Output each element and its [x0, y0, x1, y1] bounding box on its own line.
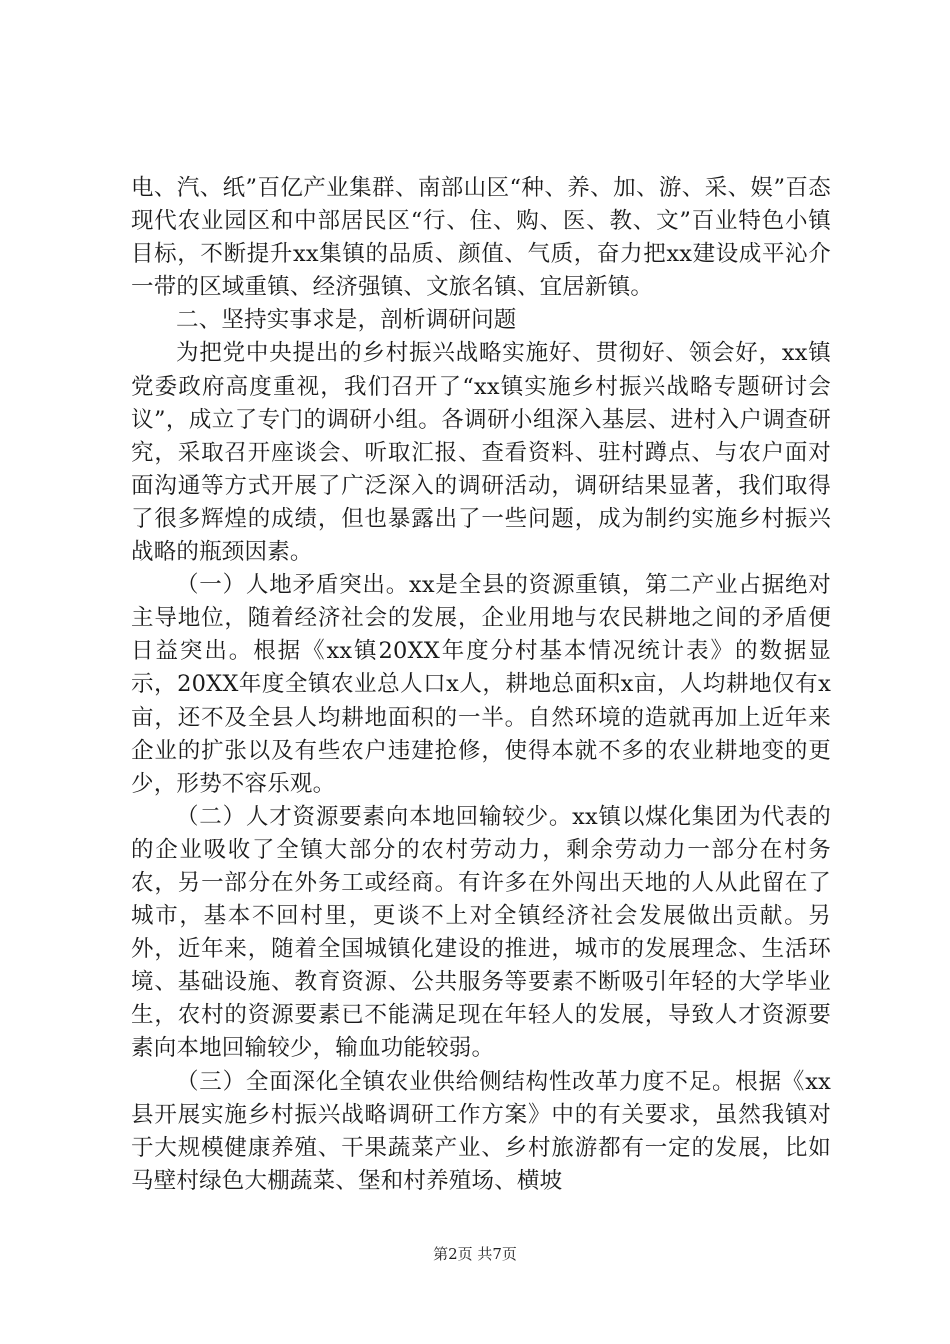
paragraph-issue-2: （二）人才资源要素向本地回输较少。xx镇以煤化集团为代表的的企业吸收了全镇大部分的农村劳动力，剩余劳动力一部分在村务农，另一部分在外务工或经商。有许多在外闯出天地的人从此留在了城市，基本不回村里，更谈不上对全镇经济社会发展做出贡献。另外，近年来，随着全国城镇化建设的推进，城市的发展理念、生活环境、基础设施、教育资源、公共服务等要素不断吸引年轻的大学毕业生，农村的资源要素已不能满足现在年轻人的发展，导致人才资源要素向本地回输较少，输血功能较弱。 [131, 803, 831, 1062]
page-footer: 第2页 共7页 [433, 1245, 517, 1263]
document-body [131, 172, 831, 1198]
paragraph-issue-1: （一）人地矛盾突出。xx是全县的资源重镇，第二产业占据绝对主导地位，随着经济社会的发展，企业用地与农民耕地之间的矛盾便日益突出。根据《xx镇20XX年度分村基本情况统计表》的数据显示，20XX年度全镇农业总人口x人，耕地总面积x亩，人均耕地仅有x亩，还不及全县人均耕地面积的一半。自然环境的造就再加上近年来企业的扩张以及有些农户违建抢修，使得本就不多的农业耕地变的更少，形势不容乐观。 [131, 572, 831, 797]
paragraph-issue-3: （三）全面深化全镇农业供给侧结构性改革力度不足。根据《xx县开展实施乡村振兴战略调研工作方案》中的有关要求，虽然我镇对于大规模健康养殖、干果蔬菜产业、乡村旅游都有一定的发展，比如马壁村绿色大棚蔬菜、堡和村养殖场、横坡 [131, 1068, 831, 1194]
paragraph-research-intro: 为把党中央提出的乡村振兴战略实施好、贯彻好、领会好，xx镇党委政府高度重视，我们召开了“xx镇实施乡村振兴战略专题研讨会议”，成立了专门的调研小组。各调研小组深入基层、进村入户调查研究，采取召开座谈会、听取汇报、查看资料、驻村蹲点、与农户面对面沟通等方式开展了广泛深入的调研活动，调研结果显著，我们取得了很多辉煌的成绩，但也暴露出了一些问题，成为制约实施乡村振兴战略的瓶颈因素。 [131, 340, 831, 566]
section-heading: 二、坚持实事求是，剖析调研问题 [176, 307, 517, 334]
paragraph-continuation: 电、汽、纸”百亿产业集群、南部山区“种、养、加、游、采、娱”百态现代农业园区和中部居民区“行、住、购、医、教、文”百业特色小镇目标，不断提升xx集镇的品质、颜值、气质，奋力把xx建设成平沁介一带的区域重镇、经济强镇、文旅名镇、宜居新镇。 [131, 175, 831, 301]
